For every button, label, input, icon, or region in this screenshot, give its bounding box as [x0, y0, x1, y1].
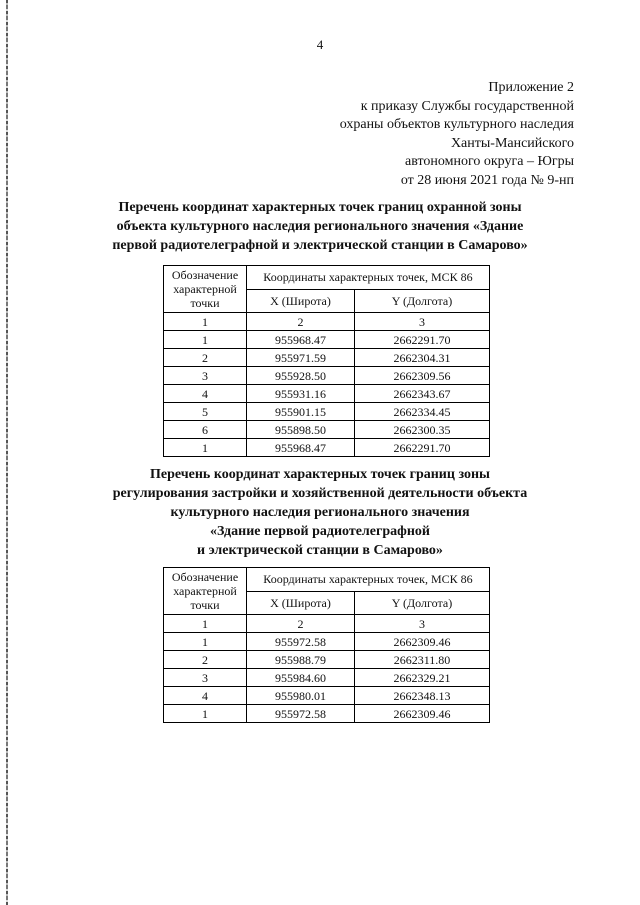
column-number: 3 [355, 313, 490, 331]
section1-title [40, 198, 600, 255]
section2-title-line: «Здание первой радиотелеграфной [210, 524, 430, 539]
section2-title-line: и электрической станции в Самарово» [197, 543, 443, 558]
y-coordinate-cell: 2662329.21 [355, 669, 490, 687]
x-coordinate-cell: 955968.47 [247, 439, 355, 457]
y-coordinate-cell: 2662304.31 [355, 349, 490, 367]
appendix-line: к приказу Службы государственной [360, 98, 574, 114]
x-coordinate-cell: 955971.59 [247, 349, 355, 367]
appendix-header [340, 79, 574, 190]
table-header-row [164, 568, 490, 592]
section2-table-body [164, 568, 490, 723]
point-number-cell: 2 [164, 651, 247, 669]
x-coordinate-cell: 955898.50 [247, 421, 355, 439]
x-coordinate-cell: 955984.60 [247, 669, 355, 687]
table-row [164, 669, 490, 687]
point-number-cell: 4 [164, 385, 247, 403]
y-coordinate-cell: 2662343.67 [355, 385, 490, 403]
point-label-header-line: Обозначение [171, 570, 239, 584]
y-coordinate-cell: 2662311.80 [355, 651, 490, 669]
table-row [164, 633, 490, 651]
coords-header: Координаты характерных точек, МСК 86 [247, 266, 490, 290]
table-row [164, 403, 490, 421]
x-coordinate-cell: 955968.47 [247, 331, 355, 349]
section1-title-line: Перечень координат характерных точек границ охранной зоны [118, 200, 522, 215]
y-header: Y (Долгота) [355, 591, 490, 615]
appendix-line: Ханты-Мансийского [450, 135, 574, 151]
x-coordinate-cell: 955931.16 [247, 385, 355, 403]
point-number-cell: 1 [164, 439, 247, 457]
point-label-header [164, 266, 247, 313]
y-coordinate-cell: 2662309.46 [355, 633, 490, 651]
table-row [164, 421, 490, 439]
point-number-cell: 1 [164, 331, 247, 349]
column-number-row [164, 313, 490, 331]
point-label-header-line: точки [190, 598, 220, 612]
column-number: 2 [247, 313, 355, 331]
section2-title-line: культурного наследия регионального значения [170, 505, 470, 520]
point-number-cell: 1 [164, 633, 247, 651]
table-header-row [164, 266, 490, 290]
x-coordinate-cell: 955980.01 [247, 687, 355, 705]
table-row [164, 367, 490, 385]
point-label-header-line: характерной [173, 282, 237, 296]
x-header: X (Широта) [247, 289, 355, 313]
appendix-line: автономного округа – Югры [405, 154, 574, 169]
table-row [164, 331, 490, 349]
column-number: 3 [355, 615, 490, 633]
point-number-cell: 6 [164, 421, 247, 439]
section1-title-line: первой радиотелеграфной и электрической станции в Самарово» [112, 238, 528, 253]
point-number-cell: 3 [164, 669, 247, 687]
scan-edge-border [6, 0, 8, 905]
point-number-cell: 4 [164, 687, 247, 705]
x-coordinate-cell: 955928.50 [247, 367, 355, 385]
point-number-cell: 2 [164, 349, 247, 367]
table-row [164, 349, 490, 367]
x-header: X (Широта) [247, 591, 355, 615]
point-label-header-line: Обозначение [171, 268, 239, 282]
section2-title [40, 465, 600, 560]
table-row [164, 385, 490, 403]
point-number-cell: 5 [164, 403, 247, 421]
section2-title-line: регулирования застройки и хозяйственной деятельности объекта [112, 486, 528, 501]
y-coordinate-cell: 2662334.45 [355, 403, 490, 421]
x-coordinate-cell: 955988.79 [247, 651, 355, 669]
appendix-line: охраны объектов культурного наследия [339, 117, 574, 132]
section1-table-body [164, 266, 490, 457]
y-coordinate-cell: 2662300.35 [355, 421, 490, 439]
section1-title-line: объекта культурного наследия регионального значения «Здание [116, 219, 524, 234]
appendix-line: Приложение 2 [488, 80, 574, 95]
column-number: 1 [164, 313, 247, 331]
appendix-line: от 28 июня 2021 года № 9-нп [400, 172, 574, 188]
y-coordinate-cell: 2662309.46 [355, 705, 490, 723]
y-coordinate-cell: 2662348.13 [355, 687, 490, 705]
table-row [164, 687, 490, 705]
coords-header: Координаты характерных точек, МСК 86 [247, 568, 490, 592]
x-coordinate-cell: 955901.15 [247, 403, 355, 421]
page-number: 4 [316, 37, 324, 52]
table-row [164, 705, 490, 723]
point-label-header-line: характерной [173, 584, 237, 598]
point-label-header-line: точки [190, 296, 220, 310]
x-coordinate-cell: 955972.58 [247, 705, 355, 723]
y-coordinate-cell: 2662309.56 [355, 367, 490, 385]
y-coordinate-cell: 2662291.70 [355, 331, 490, 349]
column-number: 1 [164, 615, 247, 633]
column-number: 2 [247, 615, 355, 633]
point-number-cell: 3 [164, 367, 247, 385]
table-row [164, 439, 490, 457]
section1-coordinates-table [163, 265, 490, 457]
x-coordinate-cell: 955972.58 [247, 633, 355, 651]
point-number-cell: 1 [164, 705, 247, 723]
y-coordinate-cell: 2662291.70 [355, 439, 490, 457]
section2-title-line: Перечень координат характерных точек границ зоны [150, 467, 490, 482]
column-number-row [164, 615, 490, 633]
section2-coordinates-table [163, 567, 490, 723]
table-row [164, 651, 490, 669]
point-label-header [164, 568, 247, 615]
y-header: Y (Долгота) [355, 289, 490, 313]
